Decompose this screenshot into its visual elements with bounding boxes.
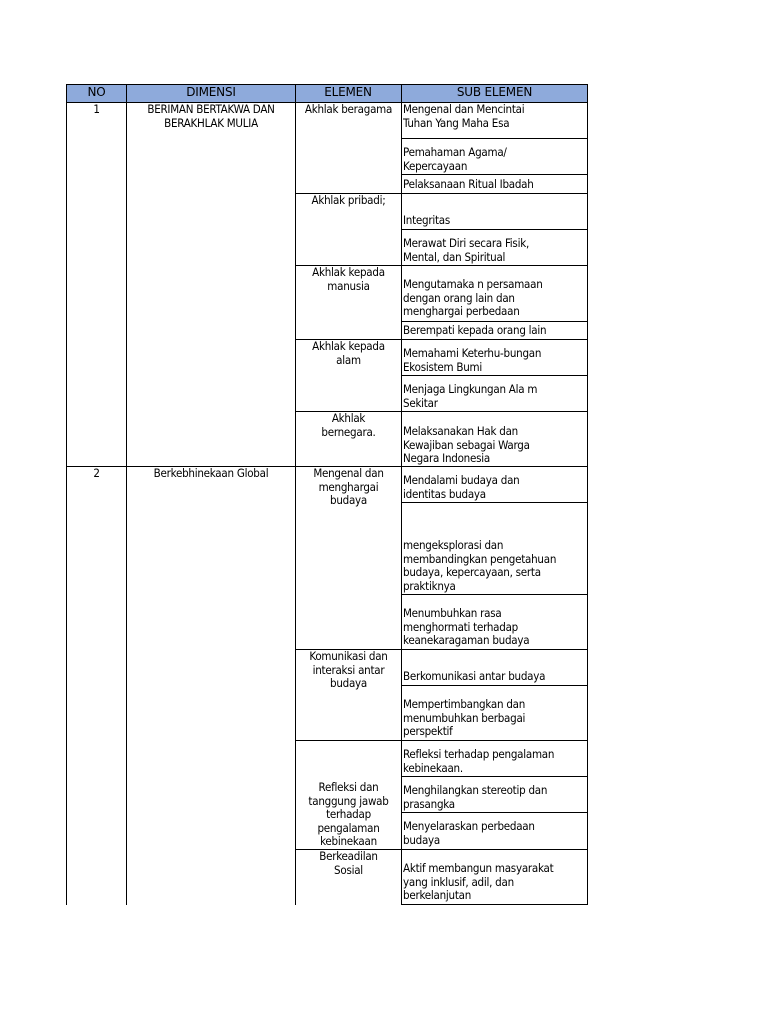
sub-element-cell: Melaksanakan Hak dan Kewajiban sebagai Warga Negara Indonesia [403, 425, 530, 465]
element-cell: Mengenal dan menghargai budaya [313, 467, 384, 507]
sub-element-cell: Mengutamaka n persamaan dengan orang lain dan menghargai perbedaan [403, 278, 543, 318]
row-number: 2 [93, 467, 100, 480]
sub-element-cell: Merawat Diri secara Fisik, Mental, dan Spiritual [403, 237, 529, 264]
grid-line [587, 84, 588, 905]
dimension-cell: Berkebhinekaan Global [153, 467, 269, 480]
sub-element-cell: Pelaksanaan Ritual Ibadah [403, 178, 534, 191]
header-elemen: ELEMEN [295, 84, 401, 102]
sub-element-cell: Berempati kepada orang lain [403, 324, 547, 337]
grid-line [401, 685, 588, 686]
element-cell: Refleksi dan tanggung jawab terhadap pengalaman kebinekaan [308, 781, 389, 848]
element-cell: Akhlak pribadi; [311, 194, 386, 207]
sub-element-cell: Menghilangkan stereotip dan prasangka [403, 784, 548, 811]
grid-line [401, 375, 588, 376]
header-dimensi: DIMENSI [127, 84, 295, 102]
sub-element-cell: Aktif membangun masyarakat yang inklusif, adil, dan berkelanjutan [403, 862, 554, 902]
grid-line [401, 229, 588, 230]
element-cell: Akhlak kepada manusia [312, 266, 385, 293]
grid-line [401, 594, 588, 595]
sub-element-cell: Refleksi terhadap pengalaman kebinekaan. [403, 748, 555, 775]
grid-line [401, 904, 588, 905]
sub-element-cell: Menumbuhkan rasa menghormati terhadap keanekaragaman budaya [403, 607, 530, 647]
sub-element-cell: Memahami Keterhu-bungan Ekosistem Bumi [403, 347, 542, 374]
element-cell: Akhlak bernegara. [321, 412, 376, 439]
sub-element-cell: Menyelaraskan perbedaan budaya [403, 820, 535, 847]
grid-line [401, 138, 588, 139]
row-number: 1 [93, 103, 100, 116]
element-cell: Komunikasi dan interaksi antar budaya [309, 650, 388, 690]
sub-element-cell: Mendalami budaya dan identitas budaya [403, 474, 520, 501]
sub-element-cell: Integritas [403, 214, 451, 227]
grid-line [295, 740, 588, 741]
grid-line [401, 812, 588, 813]
grid-line [401, 776, 588, 777]
sub-element-cell: Mengenal dan Mencintai Tuhan Yang Maha Esa [403, 103, 525, 130]
dimension-cell: BERIMAN BERTAKWA DAN BERAKHLAK MULIA [147, 103, 275, 130]
sub-element-cell: Pemahaman Agama/ Kepercayaan [403, 146, 507, 173]
sub-element-cell: Mempertimbangkan dan menumbuhkan berbagai perspektif [403, 698, 526, 738]
sub-element-cell: Berkomunikasi antar budaya [403, 670, 546, 683]
grid-line [401, 84, 402, 905]
grid-line [126, 84, 127, 905]
element-cell: Berkeadilan Sosial [319, 850, 378, 877]
sub-element-cell: Menjaga Lingkungan Ala m Sekitar [403, 383, 538, 410]
grid-line [66, 84, 588, 85]
grid-line [401, 321, 588, 322]
grid-line [401, 174, 588, 175]
header-sub-elemen: SUB ELEMEN [401, 84, 588, 102]
grid-line [401, 502, 588, 503]
sub-element-cell: mengeksplorasi dan membandingkan pengetahuan budaya, kepercayaan, serta praktiknya [403, 539, 557, 593]
header-no: NO [66, 84, 127, 102]
grid-line [66, 84, 67, 905]
element-cell: Akhlak kepada alam [312, 340, 385, 367]
element-cell: Akhlak beragama [304, 103, 393, 116]
